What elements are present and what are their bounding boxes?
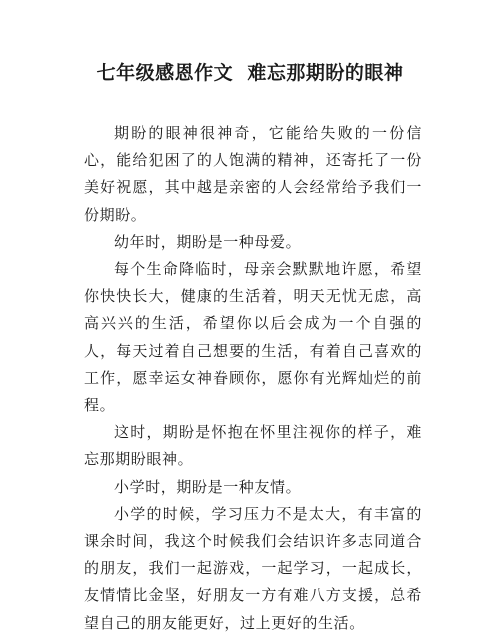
paragraph: 期盼的眼神很神奇，它能给失败的一份信心，能给犯困了的人饱满的精神，还寄托了一份美好祝愿，其中越是亲密的人会经常给予我们一份期盼。 [84, 124, 422, 224]
paragraph: 小学时，期盼是一种友情。 [114, 477, 302, 496]
document-body [84, 120, 422, 637]
paragraph: 幼年时，期盼是一种母爱。 [114, 232, 302, 251]
paragraph: 这时，期盼是怀抱在怀里注视你的样子，难忘那期盼眼神。 [84, 423, 422, 469]
paragraph: 小学的时候，学习压力不是太大，有丰富的课余时间，我这个时候我们会结识许多志同道合的朋友，我们一起游戏，一起学习，一起成长，友情情比金坚，好朋友一方有难八方支援，总希望自己的朋友能更好，过上更好的生活。 [84, 504, 422, 632]
paragraph: 每个生命降临时，母亲会默默地许愿，希望你快快长大，健康的生活着，明天无忧无虑，高高兴兴的生活，希望你以后会成为一个自强的人，每天过着自己想要的生活，有着自己喜欢的工作，愿幸运女神眷顾你，愿你有光辉灿烂的前程。 [84, 260, 422, 415]
document-title: 七年级感恩作文 难忘那期盼的眼神 [96, 62, 404, 84]
